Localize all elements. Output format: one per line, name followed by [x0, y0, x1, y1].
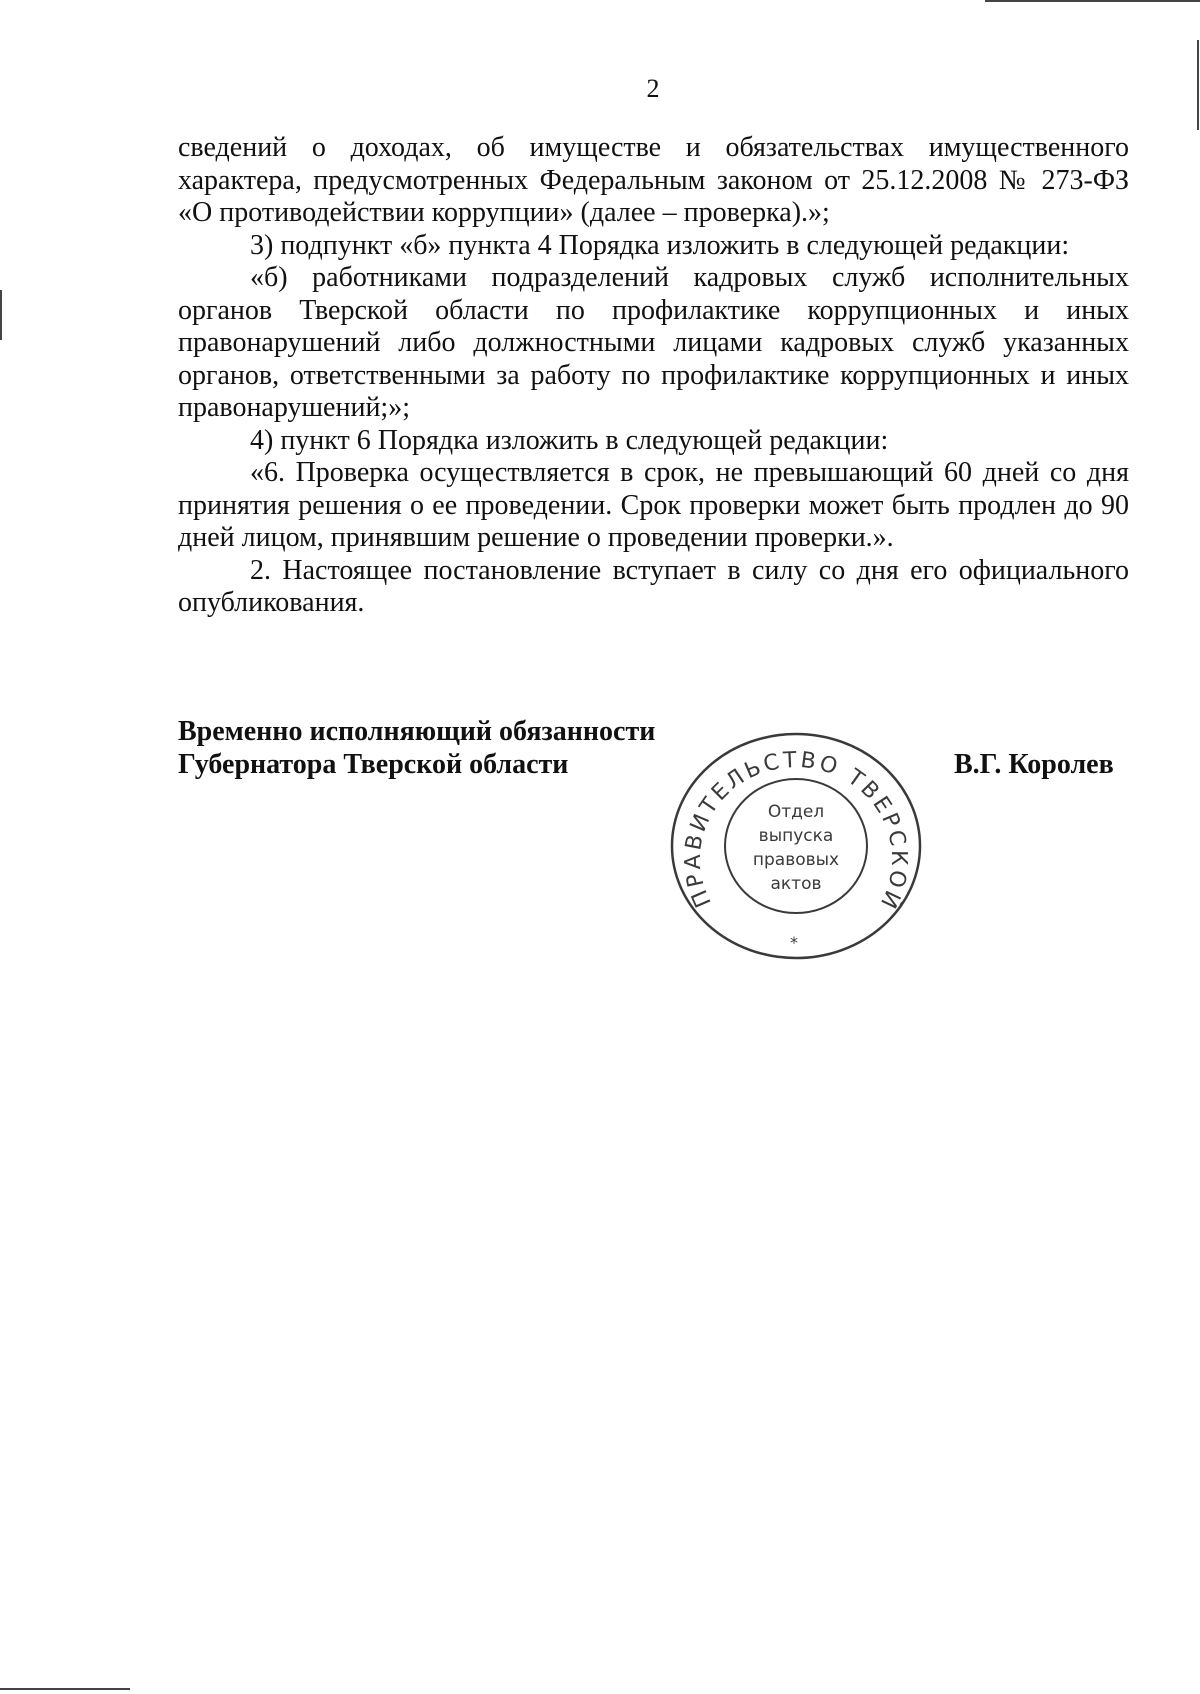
seal-center-line: актов [770, 874, 822, 894]
scan-edge-mark [0, 1688, 130, 1690]
signatory-title-line: Губернатора Тверской области [178, 749, 569, 780]
signatory-name: В.Г. Королев [954, 749, 1114, 780]
page-number: 2 [646, 74, 660, 103]
paragraph: 2. Настоящее постановление вступает в силу со дня его официального опубликования. [178, 554, 1129, 618]
seal-center-line: выпуска [758, 826, 834, 846]
signatory-title-line: Временно исполняющий обязанности [178, 716, 656, 747]
paragraph: «6. Проверка осуществляется в срок, не превышающий 60 дней со дня принятия решения о ее проведении. Срок проверки может быть продлен до 90 дней лицом, принявшим решение о проведении проверки.». [178, 457, 1129, 553]
scan-edge-mark [0, 290, 2, 340]
paragraph: сведений о доходах, об имуществе и обязательствах имущественного характера, предусмотренных Федеральным законом от 25.12.2008 № 273-ФЗ «О противодействии коррупции» (далее – проверка).»; [178, 132, 1129, 228]
signatory-title [178, 715, 655, 781]
paragraph: 4) пункт 6 Порядка изложить в следующей редакции: [250, 424, 889, 456]
official-seal [664, 726, 928, 966]
seal-graphic [664, 726, 928, 966]
seal-ring-text: ПРАВИТЕЛЬСТВО ТВЕРСКОЙ [680, 747, 912, 915]
document-body [178, 132, 1129, 620]
paragraph: «б) работниками подразделений кадровых служб исполнительных органов Тверской области по профилактике коррупционных и иных правонарушений либо должностными лицами кадровых служб указанных органов, ответственными за работу по профилактике коррупционных и иных правонарушений;»; [178, 262, 1129, 423]
seal-center-line: правовых [752, 850, 840, 870]
seal-center-line: Отдел [767, 802, 825, 822]
scan-edge-mark [985, 0, 1200, 2]
paragraph: 3) подпункт «б» пункта 4 Порядка изложить в следующей редакции: [250, 229, 1070, 261]
seal-star: * [790, 933, 798, 952]
